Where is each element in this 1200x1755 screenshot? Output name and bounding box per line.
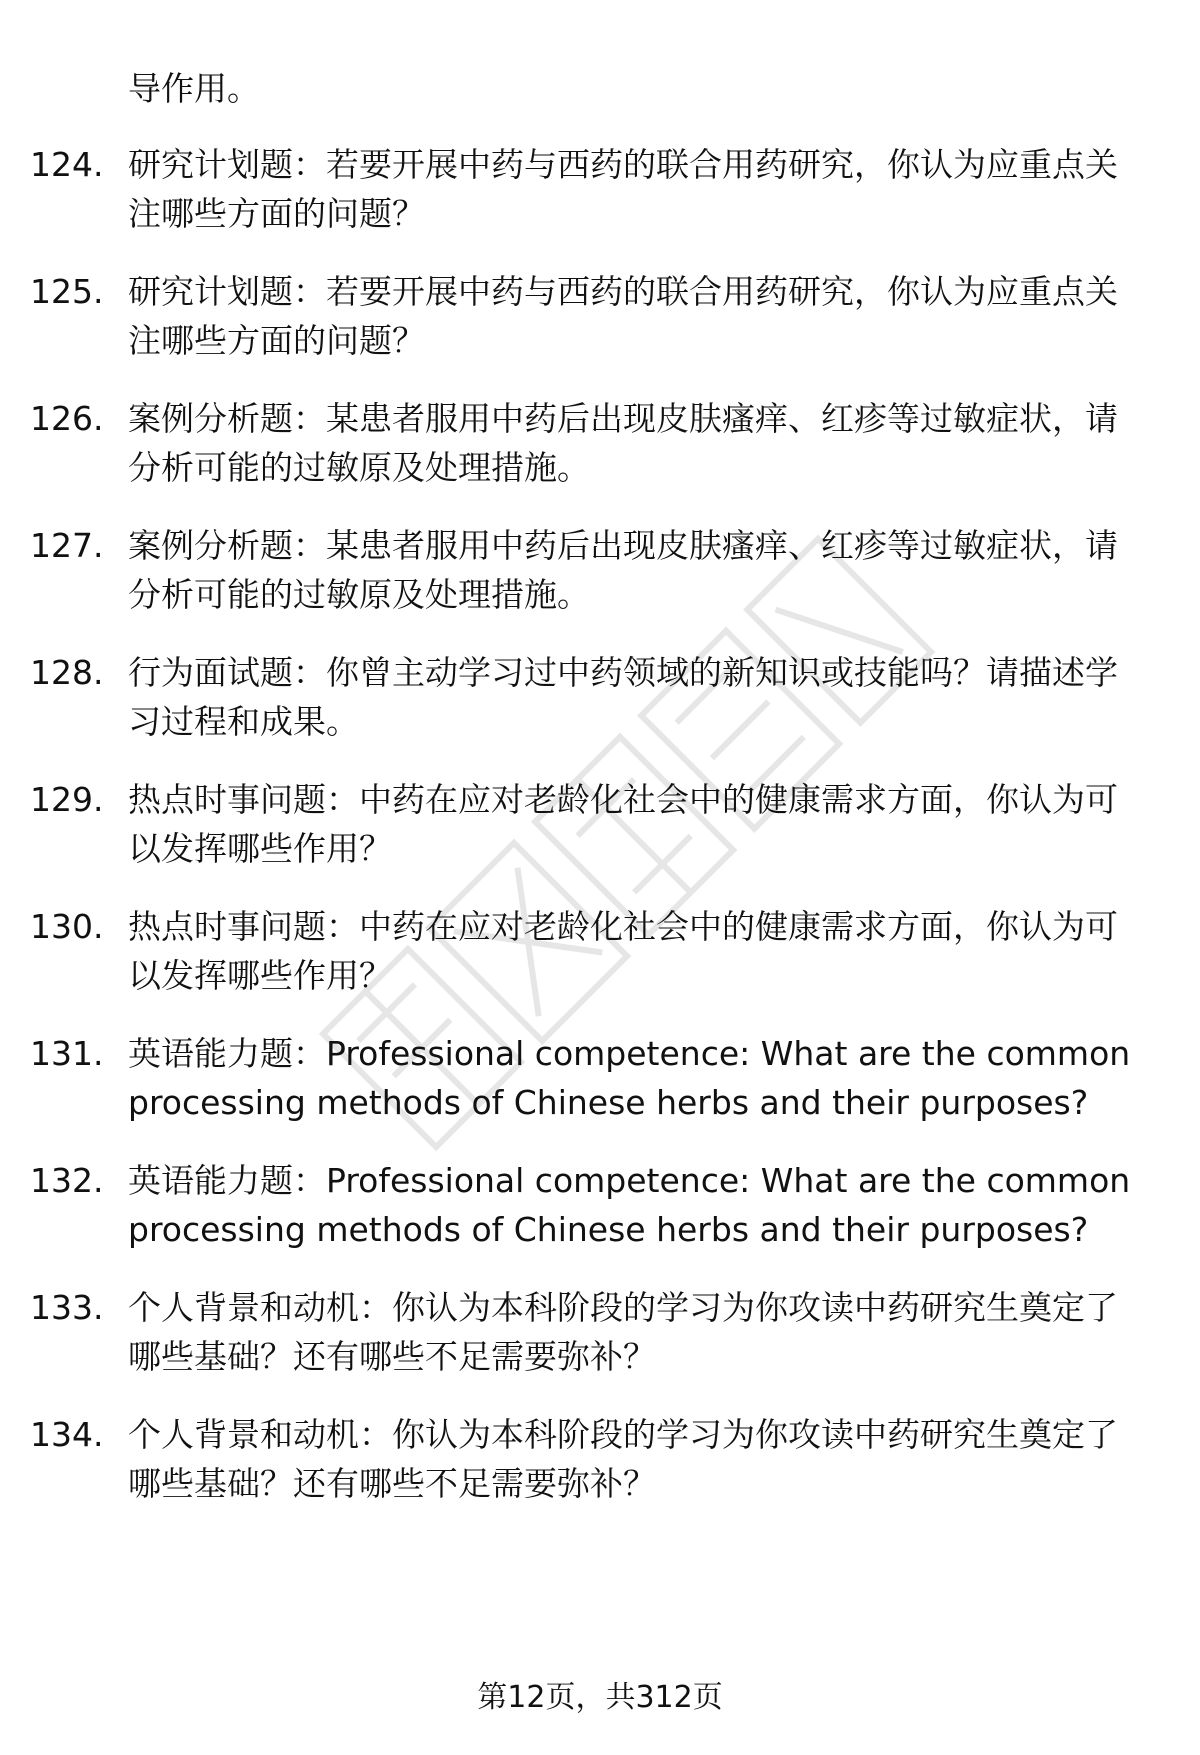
question-text: 个人背景和动机：你认为本科阶段的学习为你攻读中药研究生奠定了哪些基础？还有哪些不足需要弥补？ bbox=[128, 1288, 1118, 1376]
question-text: 行为面试题：你曾主动学习过中药领域的新知识或技能吗？请描述学习过程和成果。 bbox=[128, 653, 1118, 741]
list-item bbox=[0, 902, 1200, 1000]
question-number: 132. bbox=[30, 1161, 104, 1200]
page-footer: 第12页，共312页 bbox=[477, 1680, 723, 1715]
question-text: 英语能力题：Professional competence: What are the common processing methods of Chinese herbs and their purposes? bbox=[128, 1034, 1131, 1122]
question-number: 129. bbox=[30, 780, 104, 819]
list-item bbox=[0, 648, 1200, 746]
list-item bbox=[0, 775, 1200, 873]
question-number: 125. bbox=[30, 272, 104, 311]
list-item bbox=[0, 1410, 1200, 1508]
question-number: 134. bbox=[30, 1415, 104, 1454]
question-number: 126. bbox=[30, 399, 104, 438]
list-item bbox=[0, 267, 1200, 365]
list-item bbox=[0, 1029, 1200, 1127]
list-item bbox=[0, 521, 1200, 619]
question-number: 128. bbox=[30, 653, 104, 692]
question-text: 个人背景和动机：你认为本科阶段的学习为你攻读中药研究生奠定了哪些基础？还有哪些不足需要弥补？ bbox=[128, 1415, 1118, 1503]
question-text: 热点时事问题：中药在应对老龄化社会中的健康需求方面，你认为可以发挥哪些作用？ bbox=[128, 907, 1118, 995]
question-list bbox=[0, 140, 1200, 1537]
question-text: 热点时事问题：中药在应对老龄化社会中的健康需求方面，你认为可以发挥哪些作用？ bbox=[128, 780, 1118, 868]
question-text: 案例分析题：某患者服用中药后出现皮肤瘙痒、红疹等过敏症状，请分析可能的过敏原及处理措施。 bbox=[128, 526, 1118, 614]
list-item bbox=[0, 1283, 1200, 1381]
list-item bbox=[0, 1156, 1200, 1254]
question-number: 131. bbox=[30, 1034, 104, 1073]
question-number: 133. bbox=[30, 1288, 104, 1327]
question-number: 127. bbox=[30, 526, 104, 565]
question-number: 124. bbox=[30, 145, 104, 184]
continuation-text: 导作用。 bbox=[128, 69, 260, 108]
question-text: 研究计划题：若要开展中药与西药的联合用药研究，你认为应重点关注哪些方面的问题？ bbox=[128, 145, 1118, 233]
question-text: 研究计划题：若要开展中药与西药的联合用药研究，你认为应重点关注哪些方面的问题？ bbox=[128, 272, 1118, 360]
question-text: 案例分析题：某患者服用中药后出现皮肤瘙痒、红疹等过敏症状，请分析可能的过敏原及处理措施。 bbox=[128, 399, 1118, 487]
list-item bbox=[0, 394, 1200, 492]
question-number: 130. bbox=[30, 907, 104, 946]
list-item bbox=[0, 140, 1200, 238]
question-text: 英语能力题：Professional competence: What are the common processing methods of Chinese herbs and their purposes? bbox=[128, 1161, 1131, 1249]
